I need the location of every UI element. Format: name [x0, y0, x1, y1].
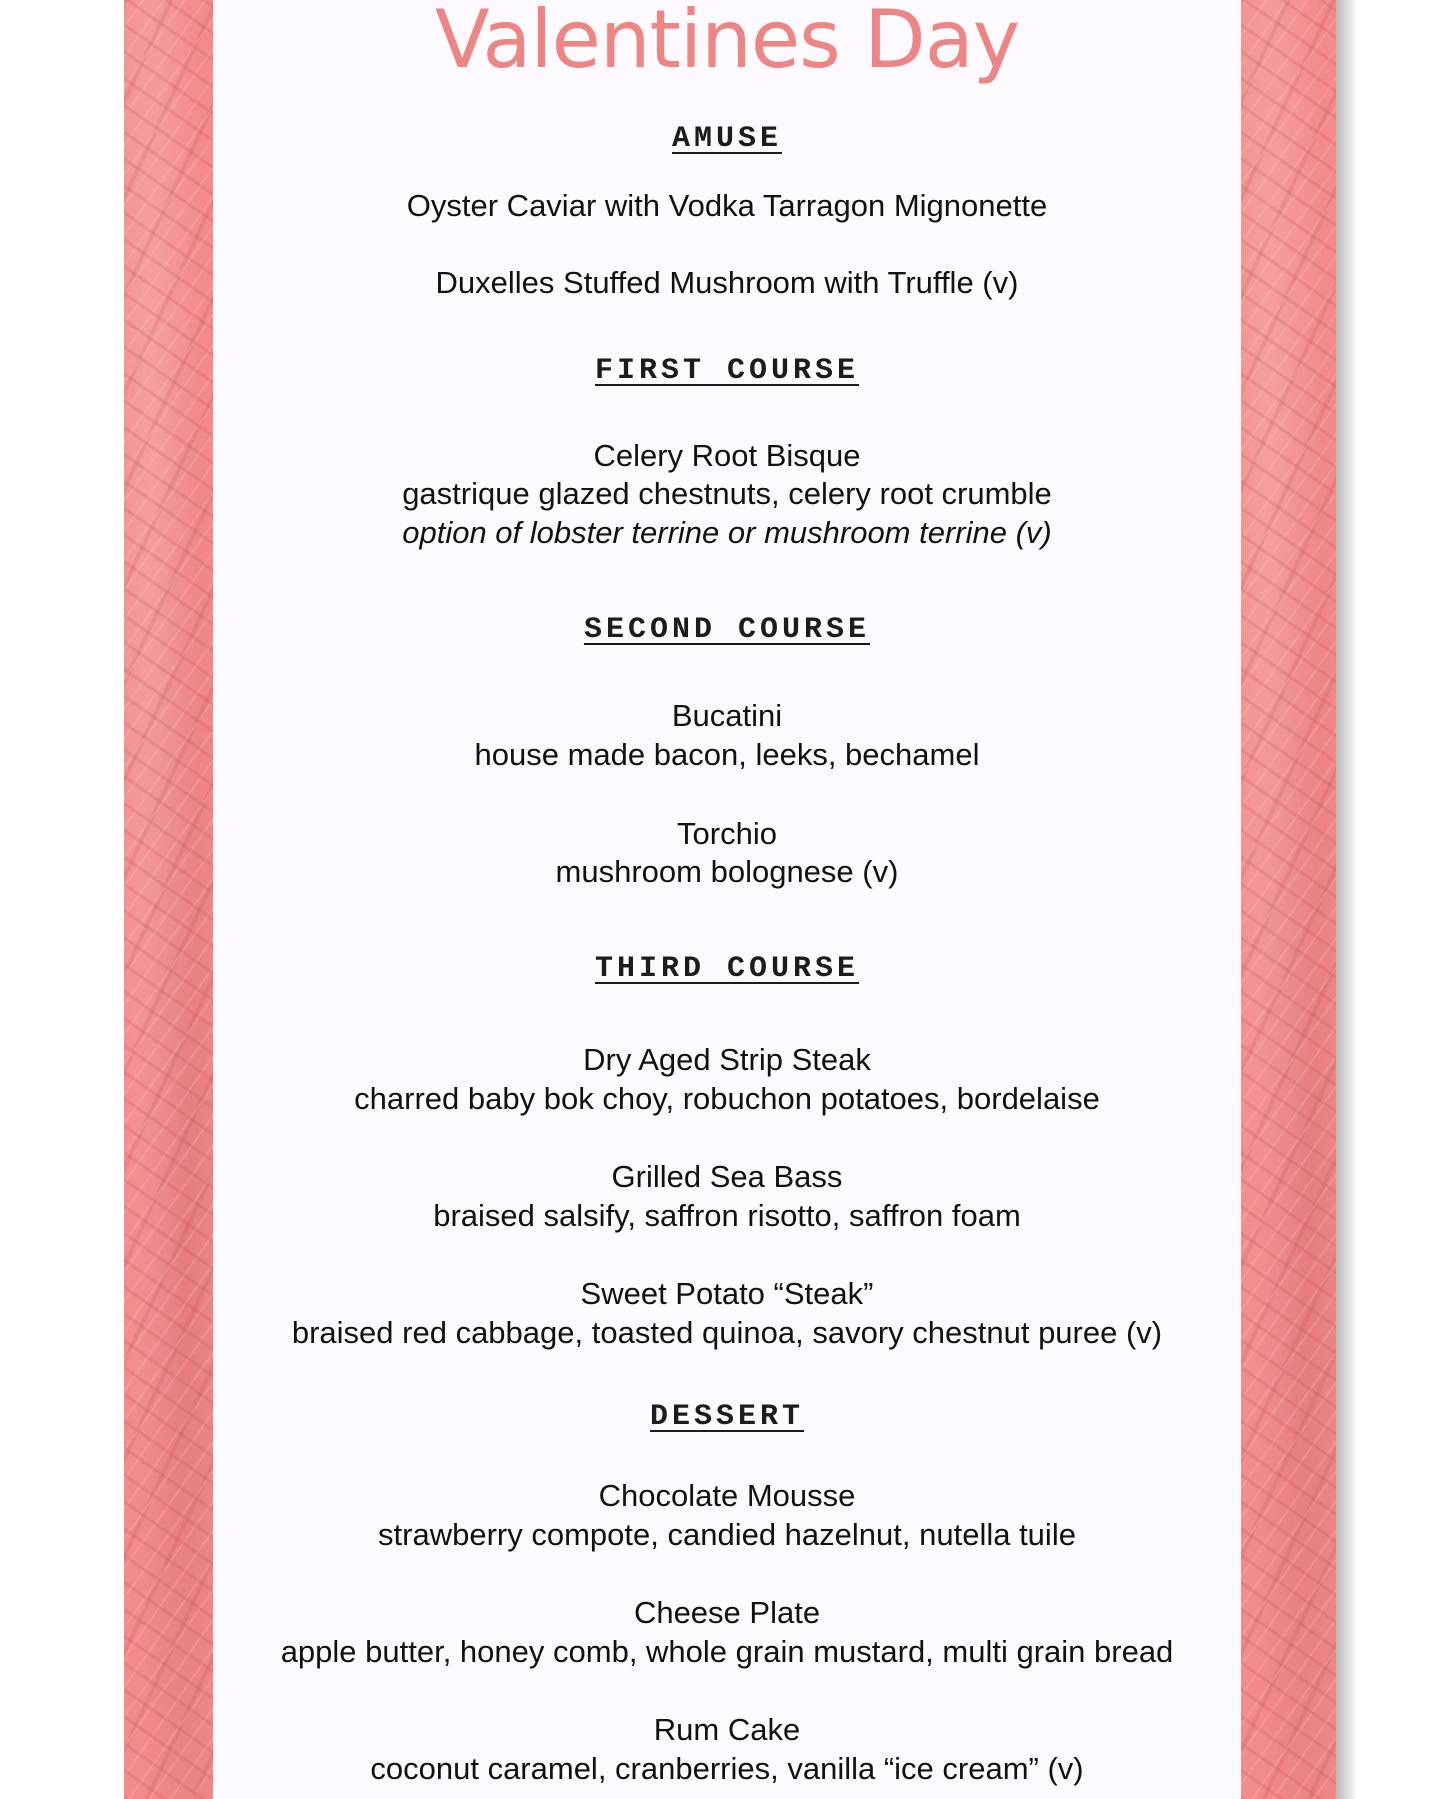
- dish-name: Dry Aged Strip Steak: [583, 1042, 871, 1077]
- dish-description: strawberry compote, candied hazelnut, nutella tuile: [378, 1517, 1076, 1552]
- section-heading-dessert: DESSERT: [649, 1400, 805, 1434]
- dish-name: Grilled Sea Bass: [611, 1159, 843, 1194]
- section-heading-third-course: THIRD COURSE: [594, 952, 860, 986]
- right-decorative-border: [1241, 0, 1336, 1799]
- dish-name: Bucatini: [671, 698, 783, 733]
- menu-title: Valentines Day: [434, 0, 1020, 86]
- dish-name: Rum Cake: [653, 1712, 801, 1747]
- dish-description: braised red cabbage, toasted quinoa, savory chestnut puree (v): [291, 1315, 1163, 1350]
- amuse-item: Oyster Caviar with Vodka Tarragon Mignonette: [406, 188, 1048, 223]
- dish-name: Cheese Plate: [633, 1595, 821, 1630]
- section-heading-second-course: SECOND COURSE: [583, 613, 871, 647]
- dish-description: coconut caramel, cranberries, vanilla “ice cream” (v): [370, 1751, 1084, 1786]
- dish-description: charred baby bok choy, robuchon potatoes, bordelaise: [354, 1081, 1100, 1116]
- dish-description: gastrique glazed chestnuts, celery root crumble: [402, 476, 1052, 511]
- section-heading-amuse: AMUSE: [671, 122, 782, 156]
- dish-name: Torchio: [677, 816, 777, 851]
- dish-option: option of lobster terrine or mushroom terrine (v): [402, 515, 1052, 550]
- dish-description: house made bacon, leeks, bechamel: [474, 737, 980, 772]
- dish-name: Chocolate Mousse: [598, 1478, 856, 1513]
- dish-description: mushroom bolognese (v): [555, 854, 899, 889]
- amuse-item: Duxelles Stuffed Mushroom with Truffle (v): [435, 265, 1019, 300]
- dish-name: Sweet Potato “Steak”: [580, 1276, 874, 1311]
- section-heading-first-course: FIRST COURSE: [594, 354, 860, 388]
- dish-description: apple butter, honey comb, whole grain mustard, multi grain bread: [280, 1634, 1174, 1669]
- dish-name: Celery Root Bisque: [593, 438, 861, 473]
- left-decorative-border: [124, 0, 213, 1799]
- panel-shadow: [1336, 0, 1358, 1799]
- dish-description: braised salsify, saffron risotto, saffron foam: [433, 1198, 1021, 1233]
- menu-card: [213, 0, 1241, 1799]
